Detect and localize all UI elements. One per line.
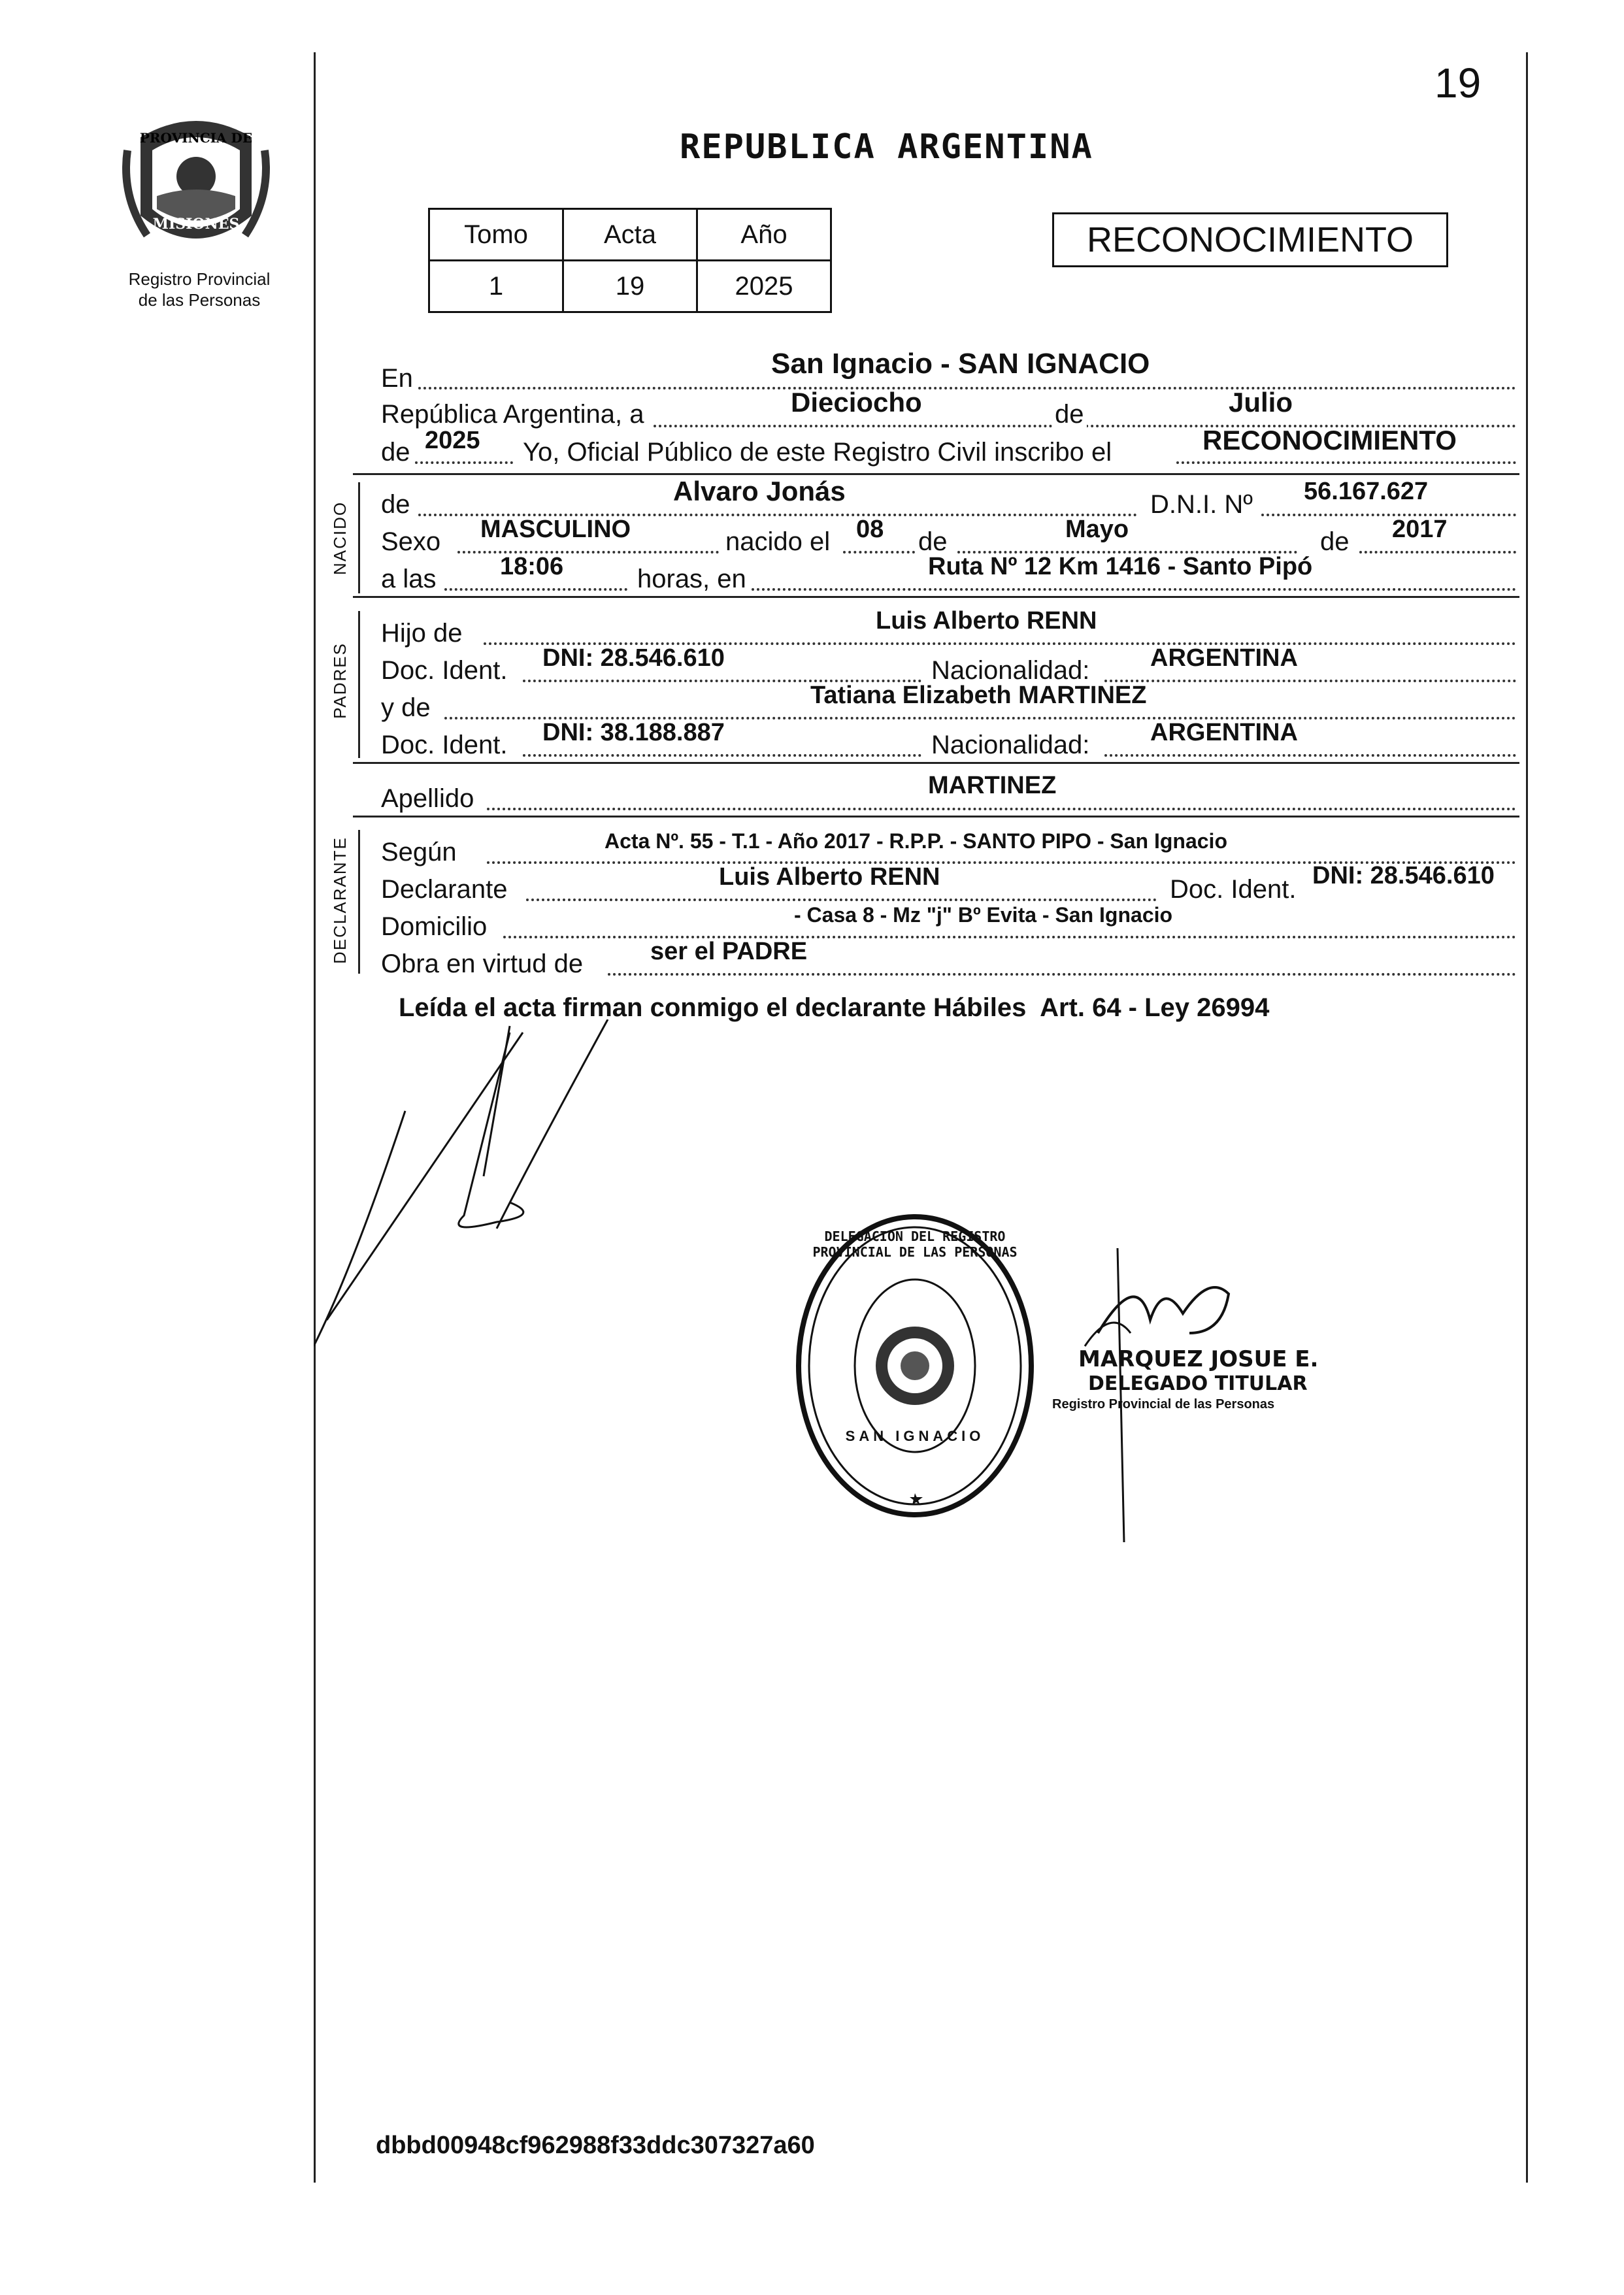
nacido-bracket — [358, 482, 360, 593]
tomo-acta-table — [428, 208, 832, 313]
horas-label: horas, en — [637, 565, 746, 593]
year-dots-2 — [1359, 551, 1516, 553]
logo-caption-2: de las Personas — [138, 290, 261, 310]
province-logo — [121, 111, 271, 268]
page-number: 19 — [1434, 59, 1482, 107]
logo-caption-1: Registro Provincial — [128, 269, 271, 289]
closing-text: Leída el acta firman conmigo el declarante Hábiles Art. 64 - Ley 26994 — [399, 993, 1270, 1022]
document-hash: dbbd00948cf962988f33ddc307327a60 — [376, 2132, 815, 2159]
officer-org: Registro Provincial de las Personas — [1052, 1397, 1275, 1412]
father-value: Luis Alberto RENN — [876, 607, 1097, 635]
intro-year-value: 2025 — [425, 427, 480, 454]
anio-value: 2025 — [697, 261, 831, 312]
seal-ring-text: DELEGACION DEL REGISTRO PROVINCIAL DE LAS PERSONAS — [812, 1229, 1018, 1260]
mother-nac-label: Nacionalidad: — [931, 731, 1090, 759]
mother-value: Tatiana Elizabeth MARTINEZ — [810, 682, 1147, 709]
de2-label: de — [381, 438, 410, 467]
day-dots — [843, 551, 915, 553]
padres-bracket — [358, 611, 360, 758]
doc-type-box: RECONOCIMIENTO — [1052, 212, 1448, 267]
father-nac-dots — [1104, 680, 1516, 682]
day-value: Dieciocho — [791, 387, 922, 418]
act-value: RECONOCIMIENTO — [1202, 425, 1457, 455]
decl-label: Declarante — [381, 875, 508, 904]
dom-value: - Casa 8 - Mz "j" Bº Evita - San Ignacio — [794, 903, 1173, 927]
place-dots — [752, 588, 1516, 591]
dni-dots — [1261, 514, 1516, 516]
divider-4 — [353, 816, 1519, 817]
father-doc-label: Doc. Ident. — [381, 656, 508, 685]
mother-nac-value: ARGENTINA — [1150, 719, 1298, 746]
mother-doc-value: DNI: 38.188.887 — [542, 719, 725, 746]
alas-label: a las — [381, 565, 437, 593]
seal-inner-text: SAN IGNACIO — [845, 1428, 985, 1444]
sexo-dots — [457, 551, 719, 553]
en-value: San Ignacio - SAN IGNACIO — [771, 348, 1150, 380]
decl-value: Luis Alberto RENN — [719, 863, 940, 891]
segun-label: Según — [381, 838, 457, 867]
dni-label: D.N.I. Nº — [1150, 490, 1253, 519]
month-value: Julio — [1229, 387, 1293, 418]
declarante-label: DECLARANTE — [330, 836, 350, 964]
tomo-value: 1 — [429, 261, 563, 312]
nacido-de-label-2: de — [918, 527, 948, 556]
nacido-label: NACIDO — [330, 501, 350, 575]
obra-value: ser el PADRE — [650, 938, 808, 965]
time-dots — [444, 588, 627, 591]
acta-header: Acta — [563, 209, 697, 261]
svg-text:PROVINCIA DE: PROVINCIA DE — [139, 130, 253, 146]
place-value: Ruta Nº 12 Km 1416 - Santo Pipó — [928, 553, 1313, 580]
yo-text: Yo, Oficial Público de este Registro Civil inscribo el — [523, 438, 1112, 467]
divider-1 — [353, 473, 1519, 475]
mother-doc-label: Doc. Ident. — [381, 731, 508, 759]
en-dots — [418, 387, 1516, 389]
father-nac-value: ARGENTINA — [1150, 644, 1298, 672]
officer-title: DELEGADO TITULAR — [1088, 1372, 1308, 1395]
segun-value: Acta Nº. 55 - T.1 - Año 2017 - R.P.P. - SANTO PIPO - San Ignacio — [605, 829, 1227, 853]
sexo-value: MASCULINO — [480, 516, 631, 543]
obra-label: Obra en virtud de — [381, 949, 584, 978]
svg-text:MISIONES: MISIONES — [152, 216, 240, 233]
republica-label: República Argentina, a — [381, 400, 644, 429]
mother-doc-dots — [523, 754, 921, 757]
tomo-header: Tomo — [429, 209, 563, 261]
act-dots — [1176, 461, 1516, 464]
officer-name: MARQUEZ JOSUE E. — [1078, 1346, 1319, 1372]
decl-doc-label: Doc. Ident. — [1170, 875, 1297, 904]
apellido-value: MARTINEZ — [928, 772, 1057, 799]
nacido-de-label: de — [381, 490, 410, 519]
declarante-bracket — [358, 830, 360, 974]
hijo-label: Hijo de — [381, 619, 463, 648]
de-label: de — [1052, 399, 1087, 430]
divider-3 — [353, 762, 1519, 764]
nacido-year-value: 2017 — [1392, 516, 1448, 543]
decl-doc-value: DNI: 28.546.610 — [1312, 862, 1495, 889]
misiones-emblem-icon — [121, 111, 271, 268]
father-doc-value: DNI: 28.546.610 — [542, 644, 725, 672]
nacido-day-value: 08 — [856, 516, 884, 543]
apellido-label: Apellido — [381, 784, 474, 813]
dni-value: 56.167.627 — [1304, 478, 1429, 505]
en-label: En — [381, 364, 413, 393]
apellido-dots — [487, 808, 1516, 810]
anio-header: Año — [697, 209, 831, 261]
yde-label: y de — [381, 693, 431, 722]
declarant-signature-icon — [314, 1019, 771, 1385]
sexo-label: Sexo — [381, 527, 441, 556]
acta-value: 19 — [563, 261, 697, 312]
nacido-el-label: nacido el — [725, 527, 831, 556]
nacido-name-value: Alvaro Jonás — [673, 476, 846, 506]
year-dots — [415, 461, 513, 464]
nacido-month-value: Mayo — [1065, 516, 1129, 543]
mother-nac-dots — [1104, 754, 1516, 757]
right-margin-line — [1526, 52, 1528, 2183]
padres-label: PADRES — [330, 642, 350, 719]
page-title: REPUBLICA ARGENTINA — [680, 127, 1093, 167]
obra-dots — [608, 973, 1516, 976]
time-value: 18:06 — [500, 553, 564, 580]
nacido-de-label-3: de — [1320, 527, 1350, 556]
dom-label: Domicilio — [381, 912, 488, 941]
father-nac-label: Nacionalidad: — [931, 656, 1090, 685]
divider-2 — [353, 596, 1519, 598]
